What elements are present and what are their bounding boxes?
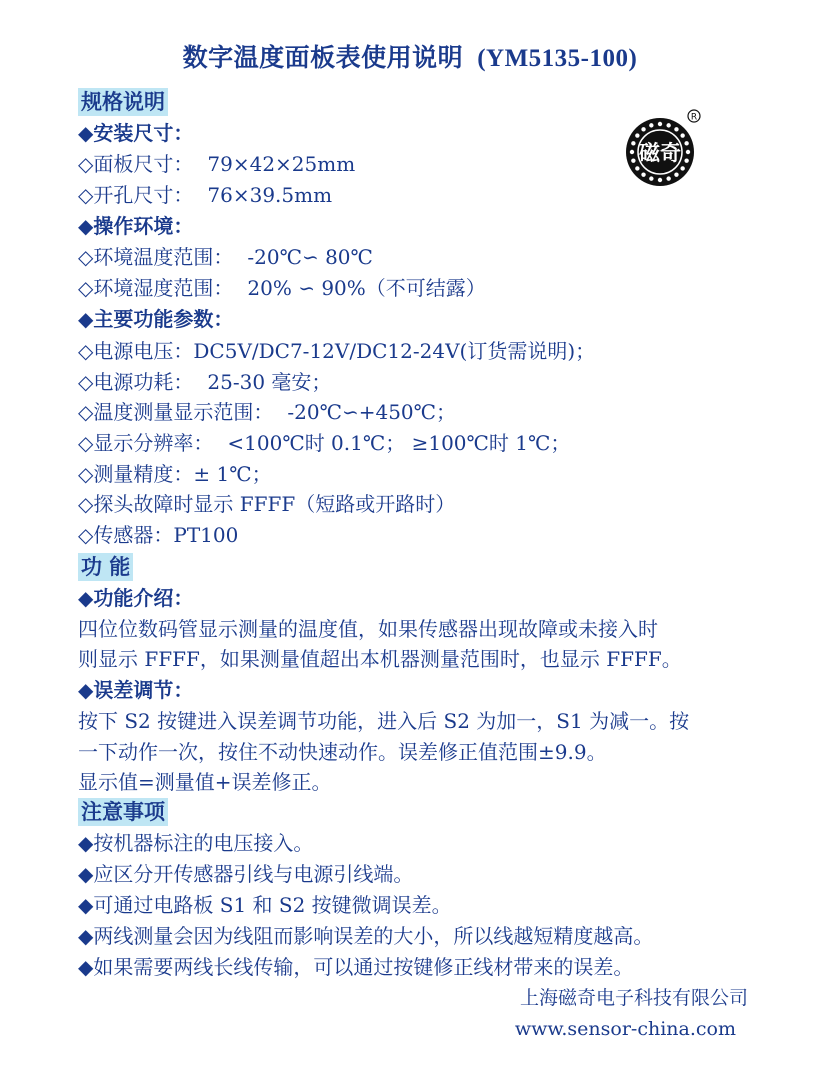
accuracy-row: ◇测量精度：± 1℃； (78, 462, 272, 486)
resolution-value: <100℃时 0.1℃； ≥100℃时 1℃； (227, 431, 571, 455)
logo-dot (666, 176, 670, 180)
panel-size-label: ◇面板尺寸： (78, 152, 194, 176)
section-spec: 规格说明 (78, 88, 168, 116)
logo-dot (631, 158, 635, 162)
company-website: www.sensor-china.com (514, 1018, 736, 1040)
fault-row: ◇探头故障时显示 FFFF（短路或开路时） (78, 492, 456, 516)
logo-dot (658, 122, 662, 126)
voltage-row: ◇电源电压：DC5V/DC7-12V/DC12-24V(订货需说明)； (78, 339, 596, 363)
model-number: (YM5135-100) (477, 45, 638, 72)
company-name: 上海磁奇电子科技有限公司 (519, 987, 748, 1009)
panel-size-value: 79×42×25mm (207, 152, 356, 176)
note-item: ◆如果需要两线长线传输，可以通过按键修正线材带来的误差。 (78, 955, 634, 979)
adjust-line-1: 按下 S2 按键进入误差调节功能，进入后 S2 为加一，S1 为减一。按 (78, 709, 690, 733)
adjust-heading: ◆误差调节： (78, 678, 194, 702)
section-function: 功 能 (78, 553, 133, 581)
intro-heading: ◆功能介绍： (78, 586, 194, 610)
registered-mark: R (690, 112, 698, 123)
display-range-label: ◇温度测量显示范围： (78, 400, 274, 424)
params-heading: ◆主要功能参数： (78, 307, 234, 331)
logo-dot (641, 127, 645, 131)
humidity-label: ◇环境湿度范围： (78, 276, 234, 300)
temp-range-value: -20℃∽ 80℃ (247, 245, 373, 269)
note-item: ◆两线测量会因为线阻而影响误差的大小，所以线越短精度越高。 (78, 924, 654, 948)
note-item: ◆按机器标注的电压接入。 (78, 831, 314, 855)
logo-dot (674, 127, 678, 131)
power-value: 25-30 毫安； (207, 370, 332, 394)
logo-dot (666, 123, 670, 127)
hole-size-value: 76×39.5mm (207, 183, 333, 207)
display-range-value: -20℃∽+450℃； (287, 400, 457, 424)
logo-dot (680, 133, 684, 137)
power-label: ◇电源功耗： (78, 370, 194, 394)
logo-dot (649, 176, 653, 180)
panel-size-row (78, 151, 355, 177)
humidity-value: 20% ∽ 90%（不可结露） (247, 276, 486, 300)
note-item: ◆可通过电路板 S1 和 S2 按键微调误差。 (78, 893, 452, 917)
note-item: ◆应区分开传感器引线与电源引线端。 (78, 862, 414, 886)
company-logo (622, 108, 706, 192)
logo-dot (684, 141, 688, 145)
logo-dot (680, 166, 684, 170)
hole-size-label: ◇开孔尺寸： (78, 183, 194, 207)
install-heading: ◆安装尺寸： (78, 121, 194, 145)
logo-text: 磁奇 (639, 141, 681, 165)
logo-dot (635, 133, 639, 137)
section-notes: 注意事项 (78, 798, 168, 826)
logo-dot (649, 123, 653, 127)
temp-range-row (78, 244, 373, 270)
page-title (0, 38, 820, 74)
humidity-row (78, 275, 486, 301)
intro-line-1: 四位位数码管显示测量的温度值，如果传感器出现故障或未接入时 (78, 617, 658, 641)
env-heading: ◆操作环境： (78, 214, 194, 238)
sensor-row: ◇传感器：PT100 (78, 523, 239, 547)
adjust-line-2: 一下动作一次，按住不动快速动作。误差修正值范围±9.9。 (78, 740, 607, 764)
logo-dot (641, 172, 645, 176)
display-range-row (78, 399, 456, 425)
title-text: 数字温度面板表使用说明 (182, 43, 464, 72)
logo-dot (686, 150, 690, 154)
logo-dot (658, 178, 662, 182)
logo-dot (630, 150, 634, 154)
intro-line-2: 则显示 FFFF，如果测量值超出本机器测量范围时，也显示 FFFF。 (78, 647, 682, 671)
logo-dot (684, 158, 688, 162)
logo-dot (631, 141, 635, 145)
resolution-row (78, 430, 570, 456)
logo-dot (674, 172, 678, 176)
temp-range-label: ◇环境温度范围： (78, 245, 234, 269)
adjust-line-3: 显示值=测量值+误差修正。 (78, 770, 332, 794)
resolution-label: ◇显示分辨率： (78, 431, 214, 455)
power-row (78, 369, 331, 395)
logo-dot (635, 166, 639, 170)
hole-size-row (78, 182, 332, 208)
